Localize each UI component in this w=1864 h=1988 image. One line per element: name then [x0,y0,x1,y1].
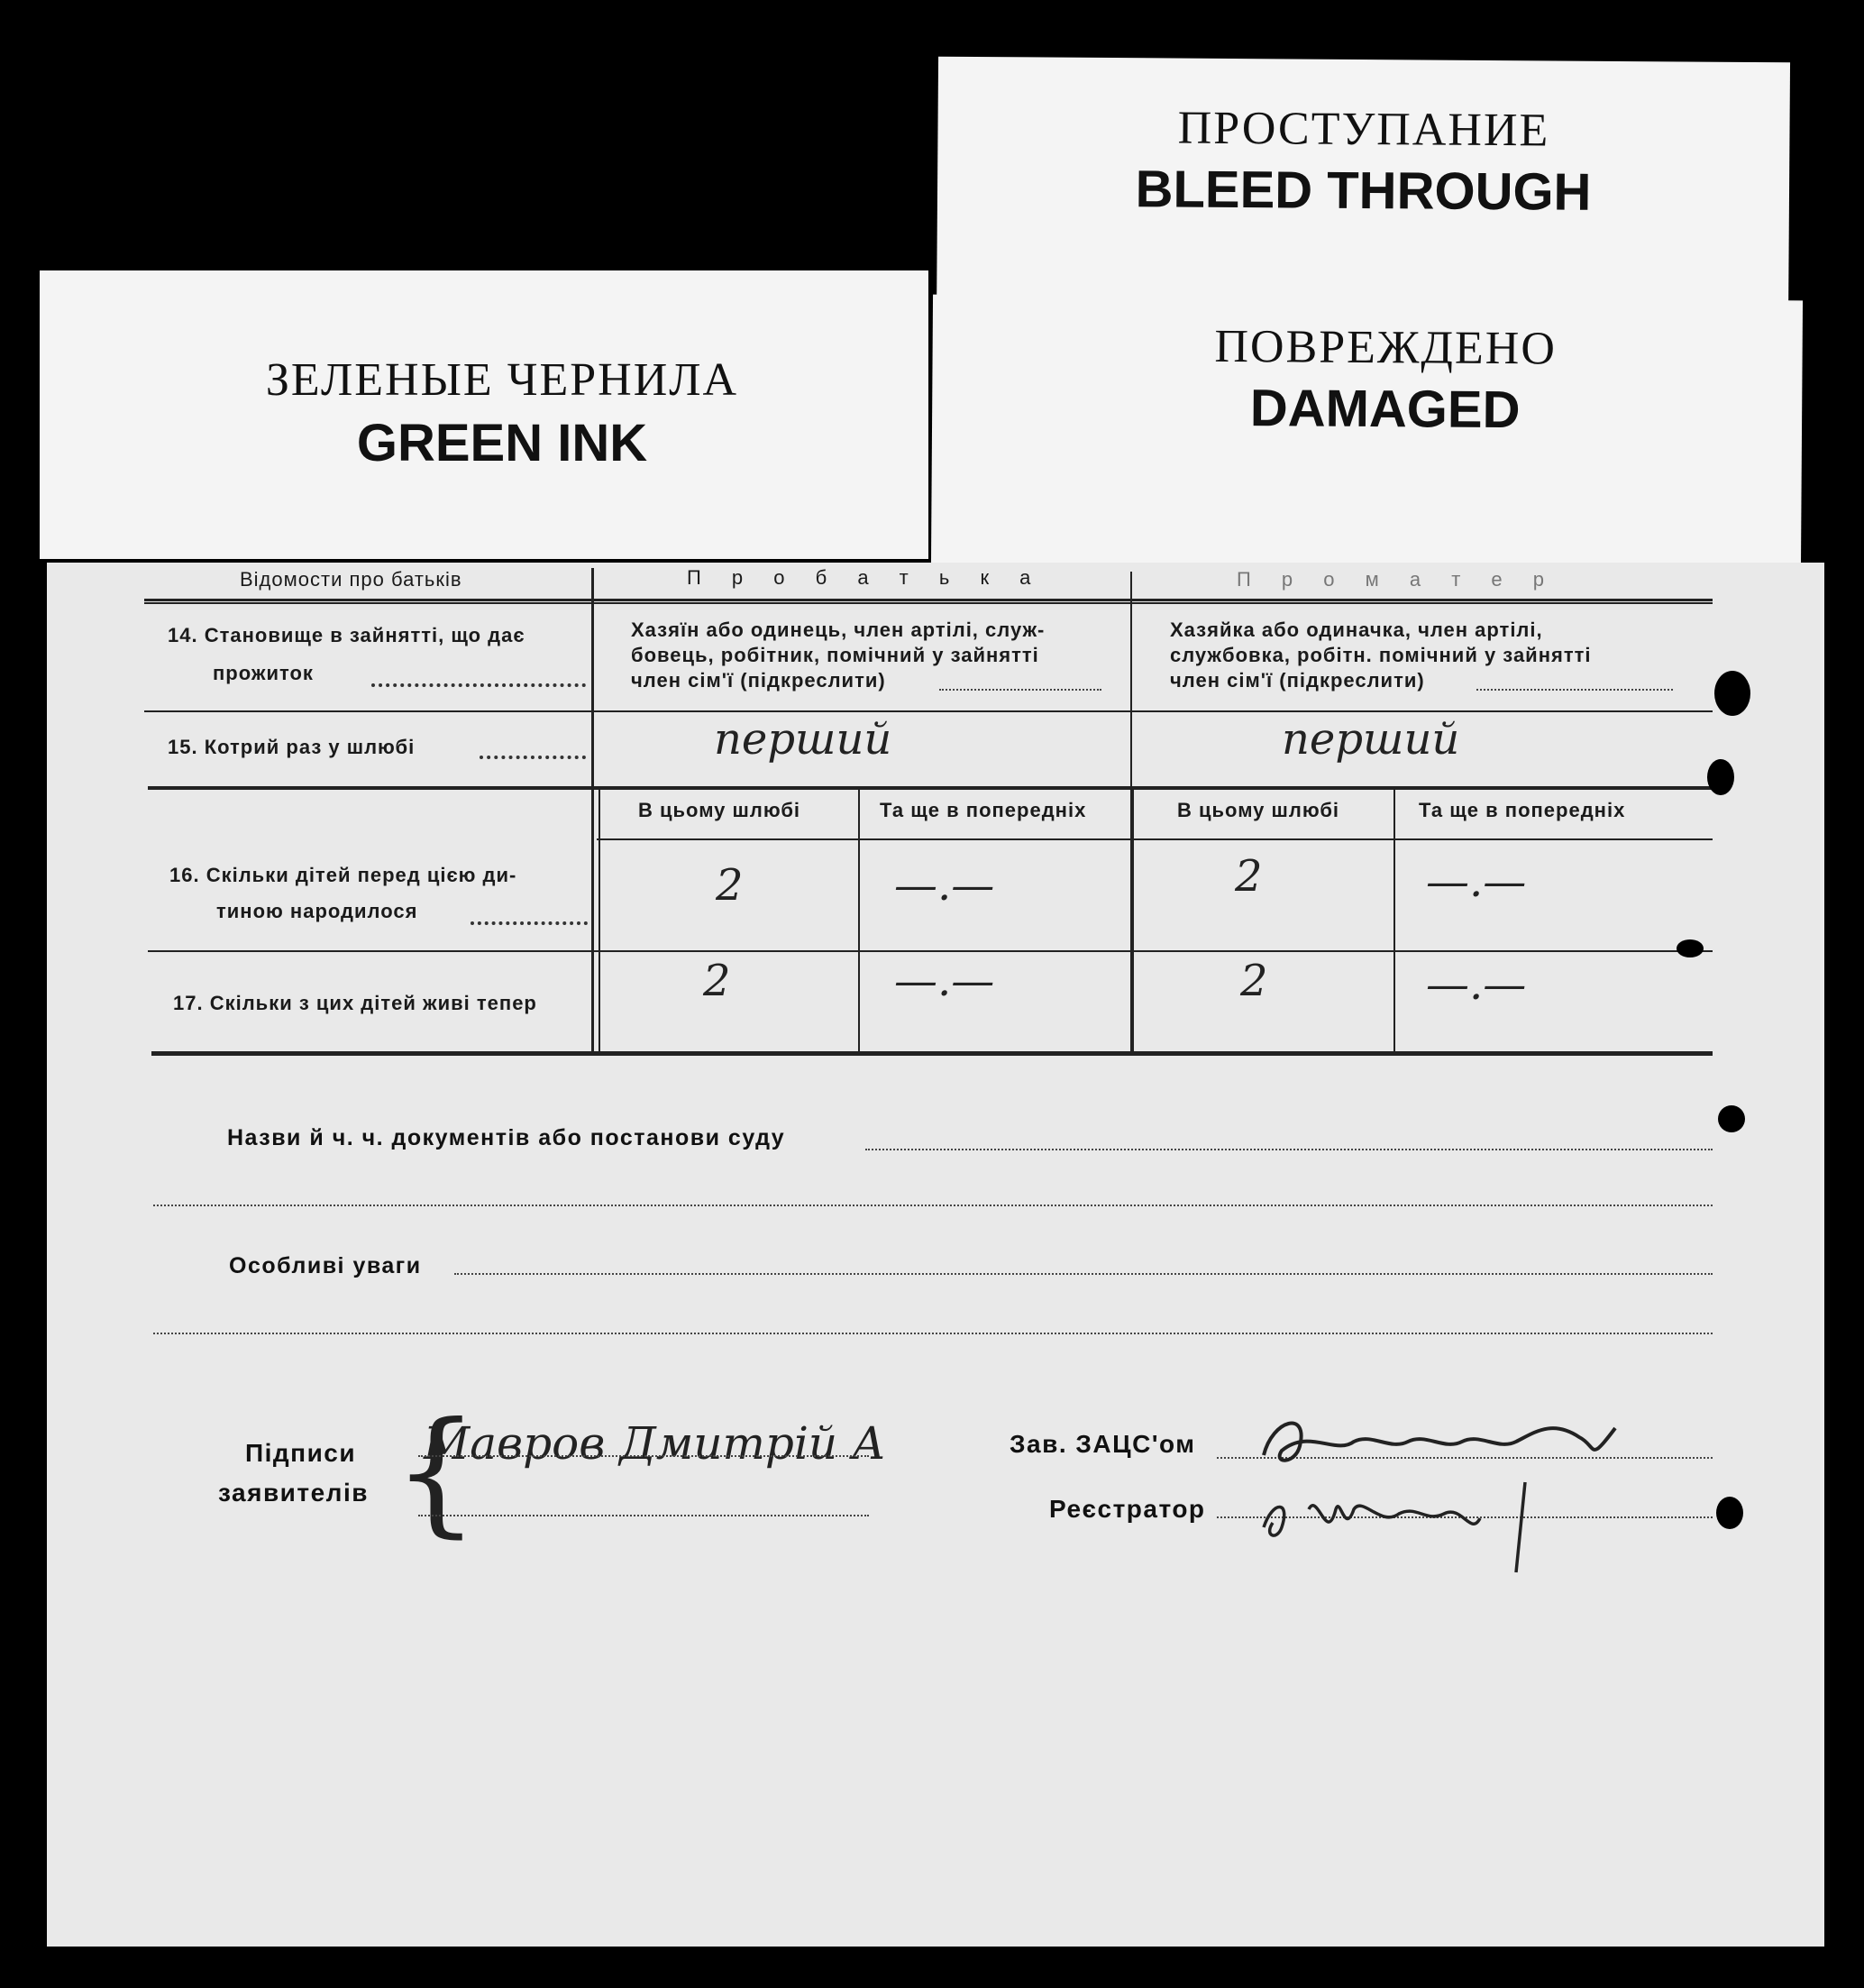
father-previous-header: Та ще в попередніх [880,799,1087,821]
row16-label: 16. Скільки дітей перед цією ди- [169,864,517,886]
bleed-through-en: BLEED THROUGH [1135,160,1592,222]
row14-label-cont: прожиток [213,662,314,684]
row14-mother-line2: службовка, робітн. помічний у зайнятті [1170,644,1592,666]
col-divider-2 [1130,572,1132,788]
mother-previous-header: Та ще в попередніх [1419,799,1626,821]
table-header-rule [144,602,1713,604]
applicant-signature-dots [418,1455,869,1457]
row14-father-line1: Хазяїн або одинець, член артілі, служ- [631,618,1046,641]
applicants-label-cont: заявителів [218,1479,369,1507]
civil-registry-form [47,563,1824,1947]
bleed-through-card [937,57,1790,334]
row14-mother-line3: член сім'ї (підкреслити) [1170,669,1425,692]
applicants-label: Підписи [245,1439,357,1467]
col-divider-2b [1130,790,1134,1055]
row15-bottom-rule [148,786,1713,790]
row14-bottom-rule [144,710,1713,712]
row15-label-dots [480,756,586,759]
row15-label: 15. Котрий раз у шлюбі [168,736,416,758]
row14-mother-line1: Хазяйка або одиначка, член артілі, [1170,618,1543,641]
applicant-signature-dots-2 [418,1515,869,1516]
row14-label-dots [371,683,586,687]
row15-mother-value: перший [1282,714,1460,765]
table-bottom-rule [151,1051,1713,1056]
green-ink-en: GREEN INK [356,414,648,472]
father-this-marriage-header: В цьому шлюбі [638,799,801,821]
row17-father-prev: —.— [894,956,995,1006]
binding-hole [1677,939,1704,957]
row16-bottom-rule [148,950,1713,952]
row16-label-dots [471,921,588,925]
subheader-bottom-rule [597,838,1713,840]
documents-dots [865,1149,1713,1150]
row16-father-this: 2 [716,860,744,911]
damaged-en: DAMAGED [1249,379,1521,440]
col-divider-1 [591,568,594,1055]
green-ink-card [40,270,928,559]
documents-label: Назви й ч. ч. документів або постанови суду [227,1125,786,1150]
col-divider-1b [598,788,600,1055]
damaged-ru: ПОВРЕЖДЕНО [1214,320,1558,375]
green-ink-ru: ЗЕЛЕНЫЕ ЧЕРНИЛА [265,354,739,406]
table-top-rule [144,599,1713,601]
damaged-card [931,295,1803,572]
header-mother: П р о м а т е р [1237,568,1557,591]
notes-dots-2 [153,1333,1713,1334]
row16-father-prev: —.— [894,860,995,911]
row17-mother-prev: —.— [1426,959,1527,1010]
applicant-signature: Мавров Дмитрій А [424,1417,886,1470]
col-divider-mother-sub [1393,790,1395,1053]
notes-dots [454,1273,1713,1275]
header-parents-info: Відомости про батьків [240,568,462,591]
row17-label: 17. Скільки з цих дітей живі тепер [173,992,537,1014]
row14-mother-dots [1476,689,1673,691]
binding-hole [1707,759,1734,795]
applicants-brace: { [393,1394,480,1551]
bleed-through-ru: ПРОСТУПАНИЕ [1177,102,1550,157]
binding-hole [1716,1497,1743,1529]
binding-hole [1718,1105,1745,1132]
col-divider-father-sub [858,790,860,1053]
header-father: П р о б а т ь к а [687,566,1044,589]
mother-this-marriage-header: В цьому шлюбі [1177,799,1340,821]
head-zags-label: Зав. ЗАЦС'ом [1010,1430,1196,1458]
row14-father-dots [939,689,1101,691]
row17-father-this: 2 [703,956,731,1006]
registrar-signature [1255,1473,1633,1581]
binding-hole [1714,671,1750,716]
row15-father-value: перший [714,714,892,765]
row16-mother-prev: —.— [1426,857,1527,907]
row14-label: 14. Становище в зайнятті, що дає [168,624,525,646]
documents-dots-2 [153,1205,1713,1206]
row16-mother-this: 2 [1235,851,1263,902]
row16-label-cont: тиною народилося [216,900,418,922]
registrar-label: Реєстратор [1049,1495,1206,1523]
row14-father-line3: член сім'ї (підкреслити) [631,669,886,692]
notes-label: Особливі уваги [229,1253,422,1278]
row17-mother-this: 2 [1240,956,1268,1006]
row14-father-line2: бовець, робітник, помічний у зайнятті [631,644,1039,666]
